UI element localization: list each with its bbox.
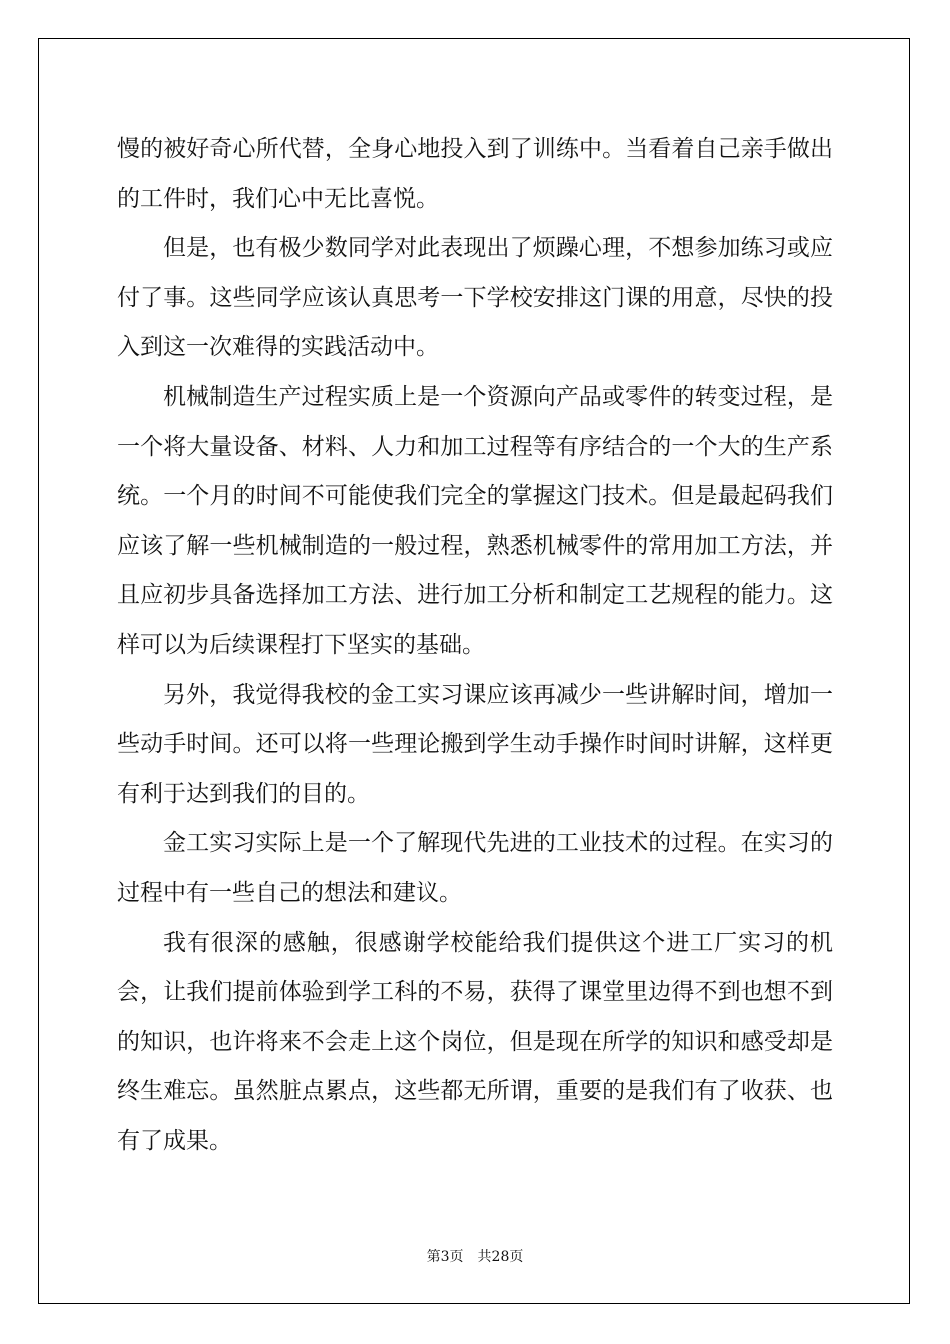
document-body [117,125,833,1166]
page-footer [0,1246,950,1266]
paragraph-6: 我有很深的感触，很感谢学校能给我们提供这个进工厂实习的机会，让我们提前体验到学工科的不易，获得了课堂里边得不到也想不到的知识，也许将来不会走上这个岗位，但是现在所学的知识和感受却是终生难忘。虽然脏点累点，这些都无所谓，重要的是我们有了收获、也有了成果。 [117,929,833,1154]
paragraph-1: 慢的被好奇心所代替，全身心地投入到了训练中。当看着自己亲手做出的工件时，我们心中无比喜悦。 [117,136,833,212]
paragraph-2: 但是，也有极少数同学对此表现出了烦躁心理，不想参加练习或应付了事。这些同学应该认真思考一下学校安排这门课的用意，尽快的投入到这一次难得的实践活动中。 [117,235,833,361]
page-total: 共28页 [477,1249,524,1265]
page-number: 第3页 [426,1249,464,1265]
paragraph-3: 机械制造生产过程实质上是一个资源向产品或零件的转变过程，是一个将大量设备、材料、人力和加工过程等有序结合的一个大的生产系统。一个月的时间不可能使我们完全的掌握这门技术。但是最起码我们应该了解一些机械制造的一般过程，熟悉机械零件的常用加工方法，并且应初步具备选择加工方法、进行加工分析和制定工艺规程的能力。这样可以为后续课程打下坚实的基础。 [117,383,833,658]
paragraph-4: 另外，我觉得我校的金工实习课应该再减少一些讲解时间，增加一些动手时间。还可以将一些理论搬到学生动手操作时间时讲解，这样更有利于达到我们的目的。 [117,681,833,807]
paragraph-5: 金工实习实际上是一个了解现代先进的工业技术的过程。在实习的过程中有一些自己的想法和建议。 [117,830,833,906]
